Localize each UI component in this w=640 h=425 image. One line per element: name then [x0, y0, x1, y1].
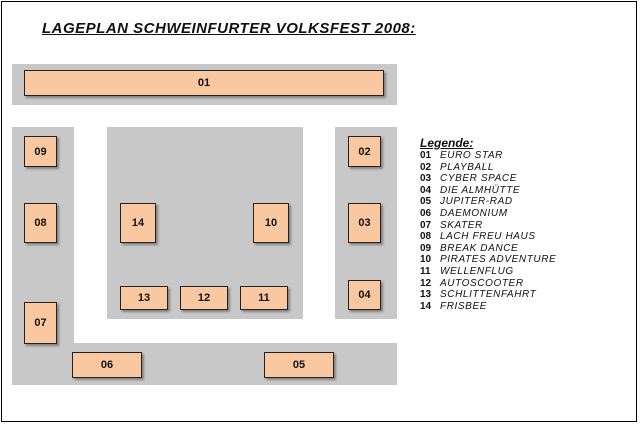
legend-label: EURO STAR — [440, 150, 503, 161]
legend-item — [420, 208, 556, 220]
legend-label: DIE ALMHÜTTE — [440, 184, 521, 196]
legend-label: AUTOSCOOTER — [440, 277, 524, 289]
stall-03[interactable]: 03 — [348, 203, 381, 243]
legend-item — [420, 231, 556, 243]
legend-number: 07 — [420, 219, 432, 231]
legend-label: LACH FREU HAUS — [440, 231, 536, 243]
legend-number: 14 — [420, 300, 432, 312]
legend-label: CYBER SPACE — [440, 173, 517, 185]
stall-08[interactable]: 08 — [24, 203, 57, 243]
legend-item — [420, 173, 556, 185]
legend-item — [420, 150, 556, 162]
legend-item — [420, 289, 556, 301]
stall-06[interactable]: 06 — [72, 352, 142, 378]
legend-item — [420, 243, 556, 255]
legend-item — [420, 266, 556, 278]
stall-01[interactable]: 01 — [24, 70, 384, 96]
legend-title: Legende: — [420, 136, 474, 150]
legend-label: SKATER — [440, 219, 483, 231]
legend-label: JUPITER-RAD — [440, 196, 513, 208]
legend-number: 08 — [420, 231, 432, 243]
stall-12[interactable]: 12 — [180, 286, 228, 310]
legend-number: 11 — [420, 265, 431, 277]
legend-label: BREAK DANCE — [440, 242, 519, 254]
stall-11[interactable]: 11 — [240, 286, 288, 310]
legend-item — [420, 162, 556, 174]
legend-number: 02 — [420, 161, 432, 173]
stall-13[interactable]: 13 — [120, 286, 168, 310]
stall-04[interactable]: 04 — [348, 280, 381, 310]
legend-label: PIRATES ADVENTURE — [440, 254, 557, 266]
legend-item — [420, 185, 556, 197]
legend-number: 05 — [420, 196, 432, 208]
legend-label: DAEMONIUM — [440, 207, 508, 219]
legend-number: 12 — [420, 277, 432, 289]
legend-number: 06 — [420, 207, 432, 219]
map-title: LAGEPLAN SCHWEINFURTER VOLKSFEST 2008: — [42, 20, 416, 37]
stall-05[interactable]: 05 — [264, 352, 334, 378]
legend-number: 10 — [420, 254, 432, 266]
legend-item — [420, 301, 556, 313]
legend-number: 04 — [420, 184, 432, 196]
legend-label: PLAYBALL — [440, 161, 495, 173]
legend-number: 09 — [420, 242, 432, 254]
stall-09[interactable]: 09 — [24, 136, 57, 167]
stall-10[interactable]: 10 — [253, 203, 289, 243]
legend-item — [420, 254, 556, 266]
legend-item — [420, 278, 556, 290]
legend-label: SCHLITTENFAHRT — [440, 289, 537, 301]
stall-07[interactable]: 07 — [24, 302, 57, 344]
legend-number: 03 — [420, 173, 432, 185]
legend — [420, 137, 556, 312]
legend-number: 01 — [420, 150, 432, 161]
legend-label: FRISBEE — [440, 300, 487, 312]
stall-02[interactable]: 02 — [348, 136, 381, 167]
stall-14[interactable]: 14 — [120, 203, 156, 243]
legend-number: 13 — [420, 289, 432, 301]
legend-item — [420, 220, 556, 232]
legend-label: WELLENFLUG — [440, 265, 514, 277]
area-bottom — [12, 343, 397, 385]
legend-item — [420, 196, 556, 208]
